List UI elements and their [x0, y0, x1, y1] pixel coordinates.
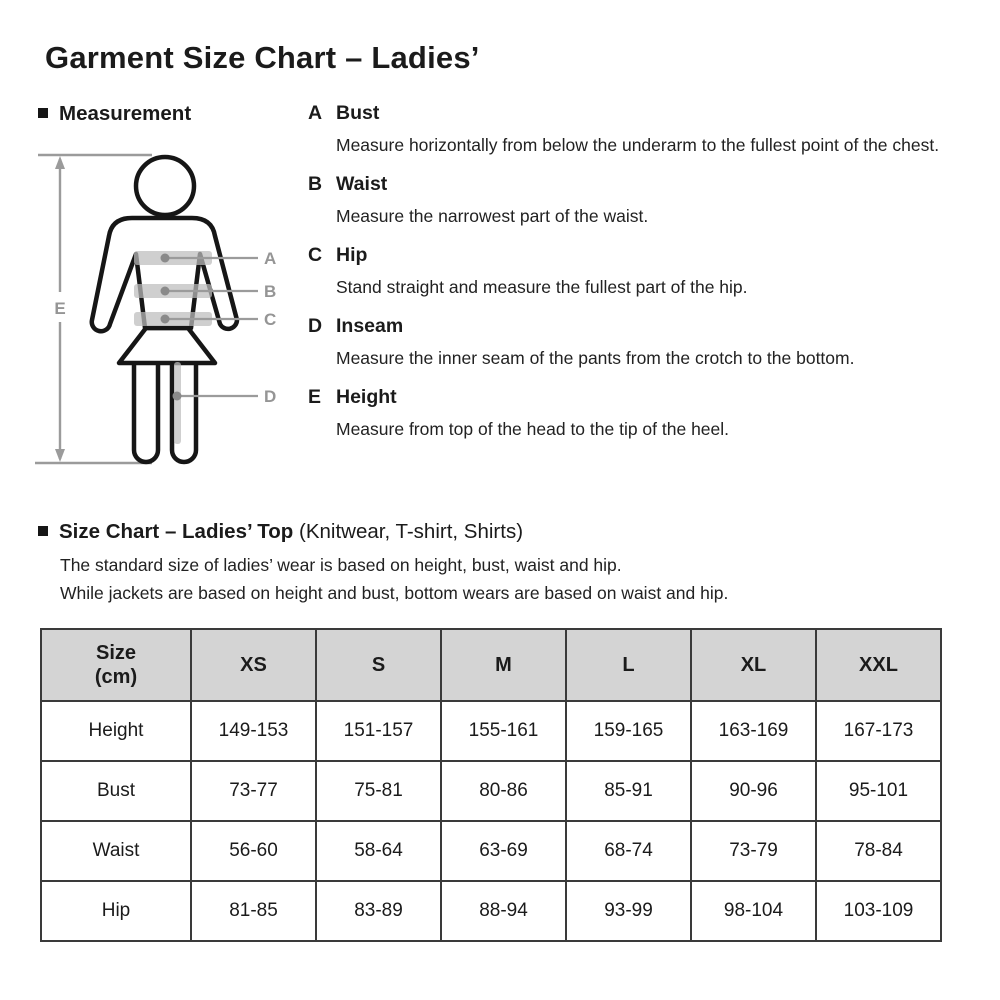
page-title: Garment Size Chart – Ladies’ [45, 40, 480, 75]
body-measurement-diagram [30, 132, 290, 482]
figure-label-c: C [264, 310, 277, 329]
size-column-header-m: M [441, 629, 566, 701]
size-column-header-s: S [316, 629, 441, 701]
table-cell: 103-109 [816, 881, 941, 941]
table-cell: 73-79 [691, 821, 816, 881]
definition-name: Inseam [336, 315, 404, 337]
square-bullet-icon [38, 108, 48, 118]
table-cell: 58-64 [316, 821, 441, 881]
size-column-header-xl: XL [691, 629, 816, 701]
size-chart-description-line1: The standard size of ladies’ wear is based on height, bust, waist and hip. [60, 555, 622, 575]
table-corner-header [41, 629, 191, 701]
table-row-hip [41, 881, 941, 941]
table-cell: 81-85 [191, 881, 316, 941]
row-label: Height [41, 701, 191, 761]
table-cell: 78-84 [816, 821, 941, 881]
row-label: Bust [41, 761, 191, 821]
definition-name: Bust [336, 102, 380, 124]
size-column-header-l: L [566, 629, 691, 701]
corner-header-line1: Size [95, 642, 137, 664]
figure-legs [134, 354, 196, 462]
square-bullet-icon [38, 526, 48, 536]
figure-label-b: B [264, 282, 277, 301]
measurement-figure [30, 132, 290, 482]
definition-term [308, 172, 968, 196]
definition-name: Waist [336, 173, 388, 195]
table-header-row [41, 629, 941, 701]
table-cell: 93-99 [566, 881, 691, 941]
figure-skirt [119, 328, 215, 363]
definition-term [308, 243, 968, 267]
table-row-height [41, 701, 941, 761]
size-chart-description [60, 551, 728, 607]
definition-term [308, 314, 968, 338]
figure-label-e: E [54, 299, 66, 318]
table-cell: 80-86 [441, 761, 566, 821]
definition-description: Measure horizontally from below the underarm to the fullest point of the chest. [336, 135, 940, 155]
definition-description: Stand straight and measure the fullest part of the hip. [336, 277, 748, 297]
size-chart-section-heading [38, 520, 523, 544]
table-cell: 83-89 [316, 881, 441, 941]
table-cell: 149-153 [191, 701, 316, 761]
measurement-definitions [308, 101, 968, 456]
size-chart-heading-bold: Size Chart – Ladies’ Top [59, 520, 294, 543]
table-cell: 88-94 [441, 881, 566, 941]
table-cell: 151-157 [316, 701, 441, 761]
table-cell: 85-91 [566, 761, 691, 821]
definition-description: Measure the narrowest part of the waist. [336, 206, 649, 226]
table-cell: 167-173 [816, 701, 941, 761]
table-cell: 95-101 [816, 761, 941, 821]
figure-label-a: A [264, 249, 277, 268]
table-cell: 98-104 [691, 881, 816, 941]
size-column-header-xxl: XXL [816, 629, 941, 701]
table-cell: 63-69 [441, 821, 566, 881]
definition-letter: C [308, 244, 323, 266]
row-label: Waist [41, 821, 191, 881]
row-label: Hip [41, 881, 191, 941]
definition-name: Height [336, 386, 397, 408]
definition-name: Hip [336, 244, 368, 266]
measurement-heading-label: Measurement [59, 102, 192, 125]
table-row-bust [41, 761, 941, 821]
size-chart-heading-rest: (Knitwear, T-shirt, Shirts) [293, 520, 524, 543]
table-cell: 68-74 [566, 821, 691, 881]
definition-letter: E [308, 386, 322, 408]
table-row-waist [41, 821, 941, 881]
definition-letter: B [308, 173, 323, 195]
table-cell: 90-96 [691, 761, 816, 821]
size-chart-description-line2: While jackets are based on height and bust, bottom wears are based on waist and hip. [60, 583, 729, 603]
figure-label-d: D [264, 387, 277, 406]
corner-header-line2: (cm) [94, 666, 138, 688]
table-cell: 56-60 [191, 821, 316, 881]
measurement-section-heading [38, 102, 191, 126]
definition-letter: A [308, 102, 323, 124]
arrow-down-icon [55, 449, 65, 462]
definition-term [308, 385, 968, 409]
table-cell: 163-169 [691, 701, 816, 761]
table-cell: 155-161 [441, 701, 566, 761]
definition-description: Measure from top of the head to the tip of the heel. [336, 419, 730, 439]
size-column-header-xs: XS [191, 629, 316, 701]
table-cell: 73-77 [191, 761, 316, 821]
figure-head [136, 157, 194, 215]
arrow-up-icon [55, 156, 65, 169]
definition-term [308, 101, 968, 125]
definition-letter: D [308, 315, 323, 337]
definition-description: Measure the inner seam of the pants from the crotch to the bottom. [336, 348, 855, 368]
size-table [40, 628, 942, 942]
table-cell: 75-81 [316, 761, 441, 821]
table-cell: 159-165 [566, 701, 691, 761]
